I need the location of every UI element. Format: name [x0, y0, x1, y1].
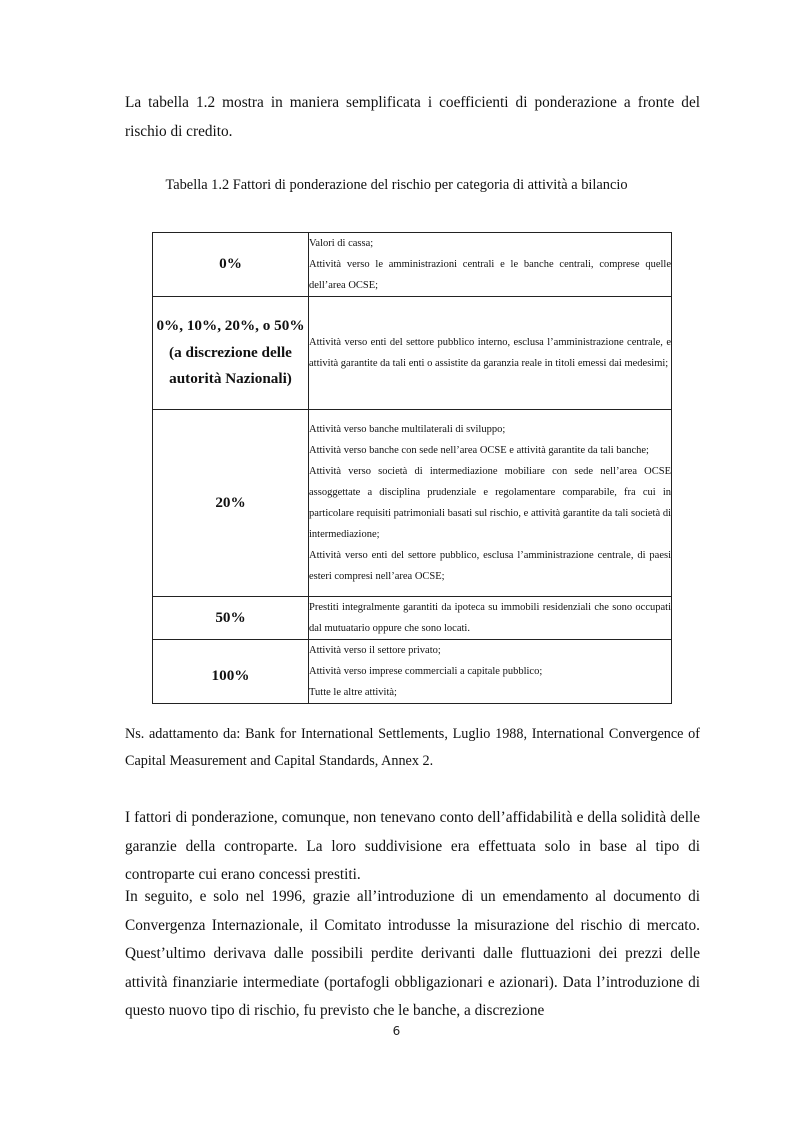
page-number: 6	[392, 1024, 401, 1038]
list-item: Attività verso enti del settore pubblico interno, esclusa l’amministrazione centrale, e attività garantite da tali enti o assistite da garanzia reale in titoli emessi dai medesimi;	[309, 337, 671, 369]
list-item: Valori di cassa;	[309, 238, 374, 249]
list-item: Attività verso società di intermediazione mobiliare con sede nell’area OCSE assoggettate a disciplina prudenziale e regolamentare comparabile, fra cui in particolare requisiti patrimoniali basati sul rischio, e attività garantite da tali società di intermediazione;	[309, 466, 671, 540]
weight-cell: 20%	[153, 410, 309, 597]
description-cell	[309, 233, 672, 297]
weight-cell: 100%	[153, 640, 309, 704]
table-caption: Tabella 1.2 Fattori di ponderazione del rischio per categoria di attività a bilancio	[165, 177, 628, 193]
table-row	[153, 233, 672, 297]
body-paragraph: In seguito, e solo nel 1996, grazie all’introduzione di un emendamento al documento di Convergenza Internazionale, il Comitato introdusse la misurazione del rischio di mercato. Quest’ultimo derivava dalle possibili perdite derivanti dalle fluttuazioni dei prezzi delle attività finanziarie intermediate (portafogli obbligazionari e azionari). Data l’introduzione di questo nuovo tipo di rischio, fu previsto che le banche, a discrezione	[125, 888, 700, 1019]
description-cell	[309, 640, 672, 704]
weight-cell: 0%	[153, 233, 309, 297]
list-item: Attività verso il settore privato;	[309, 645, 441, 656]
list-item: Attività verso banche con sede nell’area OCSE e attività garantite da tali banche;	[309, 445, 649, 456]
body-paragraph: I fattori di ponderazione, comunque, non tenevano conto dell’affidabilità e della solidità delle garanzie della controparte. La loro suddivisione era effettuata solo in base al tipo di controparte cui erano concessi prestiti.	[125, 809, 700, 883]
description-cell	[309, 297, 672, 410]
weight-cell: 0%, 10%, 20%, o 50% (a discrezione delle autorità Nazionali)	[153, 297, 309, 410]
list-item: Attività verso enti del settore pubblico, esclusa l’amministrazione centrale, di paesi esteri compresi nell’area OCSE;	[309, 550, 671, 582]
list-item: Attività verso imprese commerciali a capitale pubblico;	[309, 666, 543, 677]
table-row	[153, 640, 672, 704]
risk-weight-table	[152, 232, 672, 704]
table-row	[153, 597, 672, 640]
list-item: Attività verso le amministrazioni centrali e le banche centrali, comprese quelle dell’area OCSE;	[309, 259, 671, 291]
description-cell	[309, 597, 672, 640]
source-note: Ns. adattamento da: Bank for International Settlements, Luglio 1988, International Convergence of Capital Measurement and Capital Standards, Annex 2.	[125, 726, 700, 769]
list-item: Tutte le altre attività;	[309, 687, 397, 698]
table-row	[153, 410, 672, 597]
description-cell	[309, 410, 672, 597]
intro-paragraph: La tabella 1.2 mostra in maniera semplificata i coefficienti di ponderazione a fronte del rischio di credito.	[125, 94, 700, 140]
weight-cell: 50%	[153, 597, 309, 640]
list-item: Prestiti integralmente garantiti da ipoteca su immobili residenziali che sono occupati dal mutuatario oppure che sono locati.	[309, 602, 671, 634]
table-row	[153, 297, 672, 410]
list-item: Attività verso banche multilaterali di sviluppo;	[309, 424, 506, 435]
